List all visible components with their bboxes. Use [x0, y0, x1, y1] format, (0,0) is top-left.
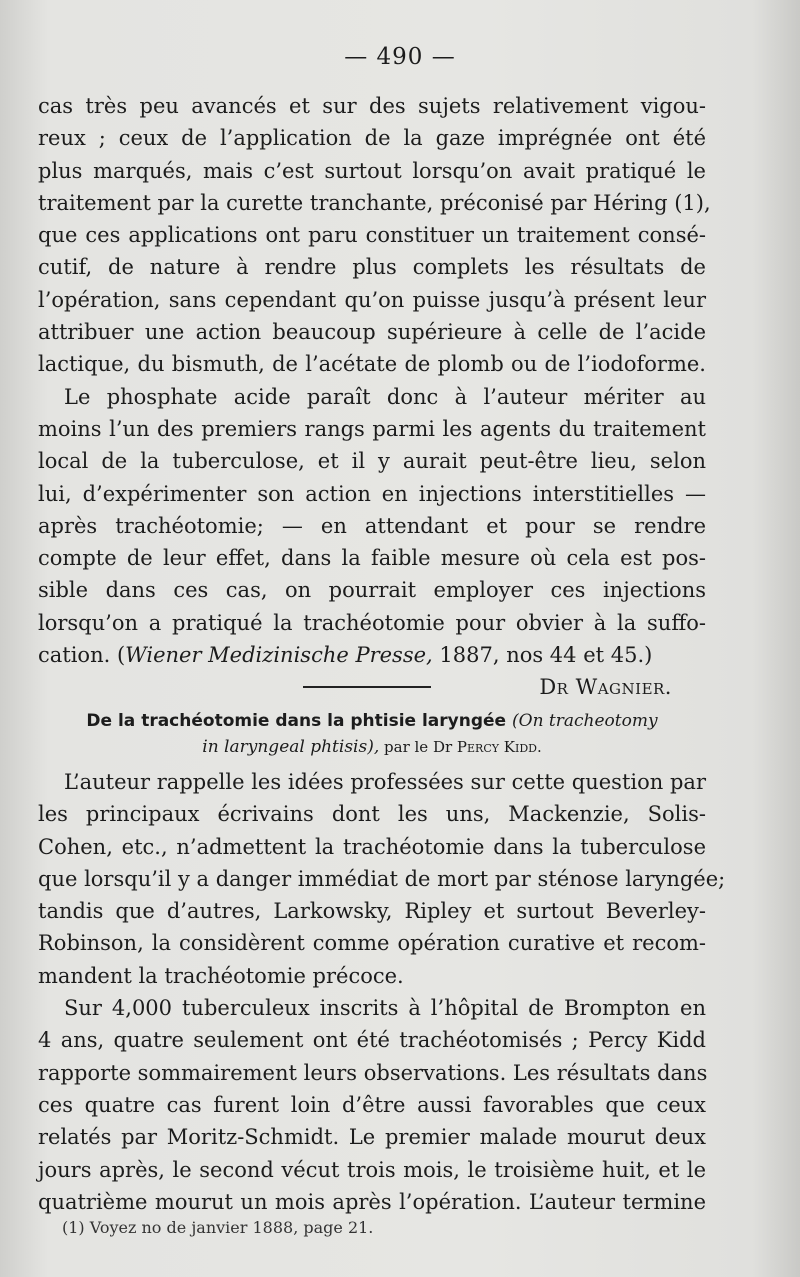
text-line: compte de leur effet, dans la faible mesure où cela est pos- [38, 546, 706, 571]
citation-line [38, 639, 706, 671]
text-line: que ces applications ont paru constituer un traitement consé- [38, 223, 706, 248]
text-line: plus marqués, mais c’est surtout lorsqu’on avait pratiqué le [38, 158, 706, 183]
text-line: lui, d’expérimenter son action en injections interstitielles — [38, 481, 706, 506]
citation-prefix: cation. ( [38, 643, 126, 668]
text-line: lorsqu’on a pratiqué la trachéotomie pour obvier à la suffo- [38, 610, 706, 635]
citation-suffix: 1887, nos 44 et 45.) [432, 643, 653, 668]
first-article-body [38, 90, 711, 704]
text-line: les principaux écrivains dont les uns, Mackenzie, Solis- [38, 802, 706, 827]
section-divider [303, 686, 431, 688]
text-line: L’auteur rappelle les idées professées sur cette question par [64, 770, 706, 794]
text-line: Robinson, la considèrent comme opération curative et recom- [38, 931, 706, 956]
heading-author: Percy Kidd. [456, 738, 542, 756]
heading-english-title-2: in laryngeal phtisis), [202, 737, 380, 757]
text-line: rapporte sommairement leurs observations. Les résultats dans [38, 1060, 708, 1085]
text-line: lactique, du bismuth, de l’acétate de plomb ou de l’iodoforme. [38, 352, 706, 377]
page-number: — 490 — [344, 44, 456, 70]
heading-english-title-1: (On tracheotomy [512, 711, 658, 731]
text-line: quatrième mourut un mois après l’opération. L’auteur termine [38, 1189, 706, 1214]
signature: Dr Wagnier. [539, 675, 672, 700]
text-line: traitement par la curette tranchante, préconisé par Héring (1), [38, 190, 711, 215]
article-heading [38, 708, 706, 760]
text-line: l’opération, sans cependant qu’on puisse jusqu’à présent leur [38, 287, 706, 312]
text-line: cas très peu avancés et sur des sujets relativement vigou- [38, 94, 706, 118]
text-line: 4 ans, quatre seulement ont été trachéotomisés ; Percy Kidd [38, 1028, 706, 1053]
text-line: moins l’un des premiers rangs parmi les agents du traitement [38, 416, 706, 441]
text-line: que lorsqu’il y a danger immédiat de mort par sténose laryngée; [38, 866, 726, 891]
text-line: local de la tuberculose, et il y aurait peut-être lieu, selon [38, 449, 706, 474]
heading-by: par le Dr [379, 738, 457, 756]
text-line: relatés par Moritz-Schmidt. Le premier malade mourut deux [38, 1125, 706, 1150]
text-line: sible dans ces cas, on pourrait employer ces injections [38, 578, 706, 603]
text-line: Sur 4,000 tuberculeux inscrits à l’hôpital de Brompton en [64, 996, 706, 1021]
text-line: attribuer une action beaucoup supérieure à celle de l’acide [38, 320, 706, 345]
footnote: (1) Voyez no de janvier 1888, page 21. [62, 1218, 374, 1237]
text-line: tandis que d’autres, Larkowsky, Ripley et surtout Beverley- [38, 899, 706, 924]
text-line: Le phosphate acide paraît donc à l’auteur mériter au [64, 384, 706, 409]
heading-title: De la trachéotomie dans la phtisie laryngée [86, 711, 507, 731]
text-line: cutif, de nature à rendre plus complets les résultats de [38, 255, 706, 280]
text-line: mandent la trachéotomie précoce. [38, 963, 404, 988]
text-line: Cohen, etc., n’admettent la trachéotomie dans la tuberculose [38, 834, 706, 859]
citation-journal: Wiener Medizinische Presse, [125, 643, 433, 668]
text-line: ces quatre cas furent loin d’être aussi favorables que ceux [38, 1092, 706, 1117]
text-line: après trachéotomie; — en attendant et pour se rendre [38, 513, 706, 538]
text-line: jours après, le second vécut trois mois, le troisième huit, et le [38, 1157, 706, 1182]
text-line: reux ; ceux de l’application de la gaze imprégnée ont été [38, 126, 706, 151]
second-article [38, 708, 726, 1218]
